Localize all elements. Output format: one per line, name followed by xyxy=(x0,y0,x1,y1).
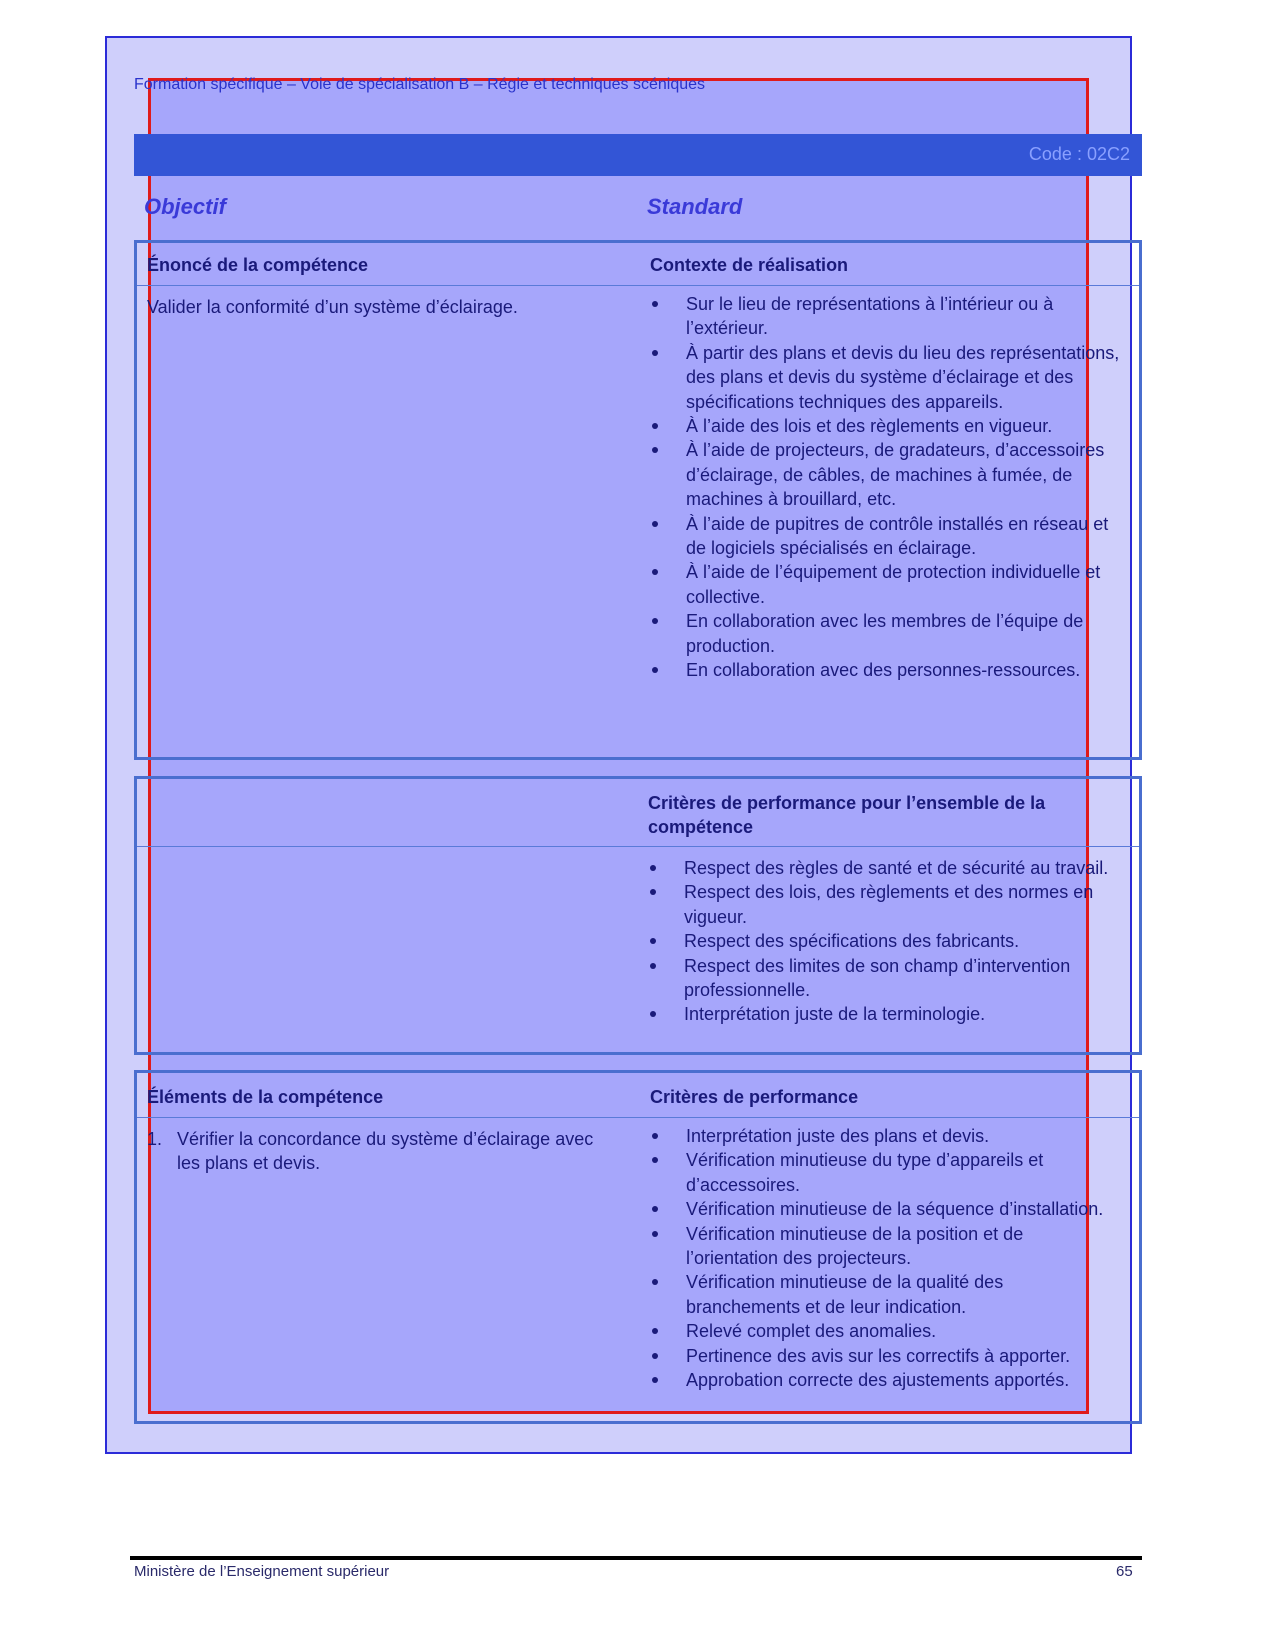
competence-statement: Valider la conformité d’un système d’éclairage. xyxy=(147,297,518,317)
list-item: Respect des spécifications des fabricants. xyxy=(648,929,1130,953)
bullet-icon xyxy=(652,1353,658,1359)
section-elements xyxy=(134,1070,1142,1424)
section-divider xyxy=(137,1117,1139,1118)
list-item: Relevé complet des anomalies. xyxy=(650,1319,1120,1343)
bullet-icon xyxy=(652,423,658,429)
elements-header: Éléments de la compétence xyxy=(147,1087,384,1107)
list-item: À partir des plans et devis du lieu des représentations, des plans et devis du système d’éclairage et des spécifications techniques des appareils. xyxy=(650,341,1120,414)
list-item: En collaboration avec les membres de l’équipe de production. xyxy=(650,609,1120,658)
bullet-icon xyxy=(650,963,656,969)
code-value: 02C2 xyxy=(1086,144,1130,164)
list-item: Pertinence des avis sur les correctifs à apporter. xyxy=(650,1344,1120,1368)
list-item: Respect des règles de santé et de sécurité au travail. xyxy=(648,856,1130,880)
list-item: Approbation correcte des ajustements apportés. xyxy=(650,1368,1120,1392)
list-item: Vérification minutieuse du type d’appareils et d’accessoires. xyxy=(650,1148,1120,1197)
bullet-icon xyxy=(652,1133,658,1139)
criteres-header: Critères de performance xyxy=(650,1087,859,1107)
list-item: En collaboration avec des personnes-ressources. xyxy=(650,658,1120,682)
list-item: Vérification minutieuse de la séquence d’installation. xyxy=(650,1197,1120,1221)
criteres-ensemble-list xyxy=(648,856,1130,1027)
bullet-icon xyxy=(652,1157,658,1163)
bullet-icon xyxy=(650,1011,656,1017)
criteres-ensemble-header: Critères de performance pour l’ensemble de la compétence xyxy=(648,793,1046,837)
footer-ministry: Ministère de l’Enseignement supérieur xyxy=(134,1563,390,1580)
bullet-icon xyxy=(650,865,656,871)
list-item: Interprétation juste de la terminologie. xyxy=(648,1002,1130,1026)
list-item: Respect des limites de son champ d’intervention professionnelle. xyxy=(648,954,1130,1003)
section-divider xyxy=(137,846,1139,847)
bullet-icon xyxy=(652,447,658,453)
bullet-icon xyxy=(650,889,656,895)
running-header: Formation spécifique – Voie de spécialisation B – Régie et techniques scéniques xyxy=(134,76,706,93)
contexte-header: Contexte de réalisation xyxy=(650,255,849,275)
contexte-list xyxy=(650,292,1120,683)
bullet-icon xyxy=(652,1279,658,1285)
objectif-title: Objectif xyxy=(144,194,226,219)
bullet-icon xyxy=(652,521,658,527)
bullet-icon xyxy=(652,1328,658,1334)
page-number: 65 xyxy=(1116,1563,1133,1580)
bullet-icon xyxy=(652,618,658,624)
enonce-header: Énoncé de la compétence xyxy=(147,255,369,275)
footer-divider xyxy=(130,1556,1142,1560)
code-label: Code : xyxy=(1028,144,1082,164)
criteres-list xyxy=(650,1124,1120,1392)
section-criteres-ensemble xyxy=(134,776,1142,1055)
list-item: Respect des lois, des règlements et des normes en vigueur. xyxy=(648,880,1130,929)
bullet-icon xyxy=(652,350,658,356)
list-item: À l’aide de pupitres de contrôle installés en réseau et de logiciels spécialisés en éclairage. xyxy=(650,512,1120,561)
bullet-icon xyxy=(650,938,656,944)
list-item: À l’aide de projecteurs, de gradateurs, d’accessoires d’éclairage, de câbles, de machines à fumée, de machines à brouillard, etc. xyxy=(650,438,1120,511)
list-item: Vérification minutieuse de la qualité des branchements et de leur indication. xyxy=(650,1270,1120,1319)
list-item: Interprétation juste des plans et devis. xyxy=(650,1124,1120,1148)
list-item: À l’aide de l’équipement de protection individuelle et collective. xyxy=(650,560,1120,609)
element-text: Vérifier la concordance du système d’éclairage avec les plans et devis. xyxy=(177,1129,594,1173)
code-band xyxy=(134,134,1142,176)
bullet-icon xyxy=(652,1206,658,1212)
section-enonce xyxy=(134,240,1142,760)
competency-code xyxy=(1029,144,1130,165)
list-item: Sur le lieu de représentations à l’intérieur ou à l’extérieur. xyxy=(650,292,1120,341)
list-item: Vérification minutieuse de la position et de l’orientation des projecteurs. xyxy=(650,1222,1120,1271)
bullet-icon xyxy=(652,569,658,575)
bullet-icon xyxy=(652,667,658,673)
list-item: À l’aide des lois et des règlements en vigueur. xyxy=(650,414,1120,438)
bullet-icon xyxy=(652,301,658,307)
section-divider xyxy=(137,285,1139,286)
element-number: 1. xyxy=(147,1129,163,1149)
standard-title: Standard xyxy=(647,194,743,219)
bullet-icon xyxy=(652,1377,658,1383)
bullet-icon xyxy=(652,1231,658,1237)
